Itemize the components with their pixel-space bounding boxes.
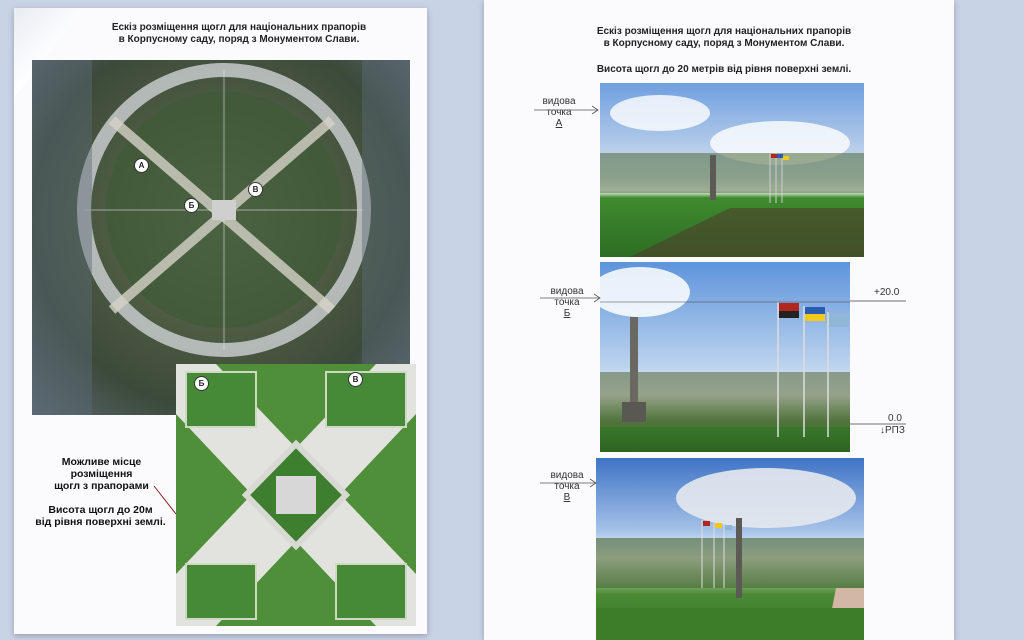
garden-drawing — [176, 364, 416, 626]
right-sheet-title: Ескіз розміщення щогл для національних прапорів в Корпусному саду, поряд з Монументом Слави. — [596, 26, 852, 49]
viewpoint-arrows — [534, 98, 604, 498]
viewpoint-letter-v: В — [563, 492, 571, 503]
note-flag-location: Можливе місце розміщення щогл з прапорами — [54, 456, 149, 492]
garden-marker-b: Б — [194, 376, 209, 391]
viewpoint-label-a-text: видова точка — [542, 96, 576, 118]
photo-v-drawing — [596, 458, 864, 640]
aerial-map — [32, 60, 410, 415]
elevation-top-line — [850, 296, 910, 306]
viewpoint-letter-a: А — [555, 118, 563, 129]
elevation-ground-label: ↓РПЗ — [880, 425, 905, 436]
garden-marker-v: В — [348, 372, 363, 387]
right-sheet-subtitle: Висота щогл до 20 метрів від рівня поверхні землі. — [596, 64, 852, 75]
left-sheet — [14, 8, 427, 634]
map-marker-v: В — [248, 182, 263, 197]
map-marker-a: А — [134, 158, 149, 173]
elevation-ground-label-text: РПЗ — [885, 425, 905, 436]
viewpoint-letter-b: Б — [563, 308, 571, 319]
left-sheet-title: Ескіз розміщення щогл для національних прапорів в Корпусному саду, поряд з Монументом Слави. — [111, 22, 367, 45]
elevation-top-value: +20.0 — [874, 287, 900, 298]
note-mast-height: Висота щогл до 20м від рівня поверхні землі. — [35, 504, 166, 528]
map-marker-b: Б — [184, 198, 199, 213]
viewpoint-label-b-text: видова точка — [550, 286, 584, 308]
elevation-ground-line — [850, 420, 910, 430]
photo-b-drawing — [600, 262, 850, 452]
garden-aerial-photo — [176, 364, 416, 626]
note-pointer-line — [154, 478, 194, 518]
viewpoint-photo-b — [600, 262, 850, 452]
viewpoint-photo-a — [600, 83, 864, 257]
map-drawing — [32, 60, 410, 415]
elevation-ground-value: 0.0 — [888, 413, 902, 424]
right-sheet — [484, 0, 954, 640]
photo-a-drawing — [600, 83, 864, 257]
viewpoint-photo-v — [596, 458, 864, 640]
viewpoint-label-v-text: видова точка — [550, 470, 584, 492]
